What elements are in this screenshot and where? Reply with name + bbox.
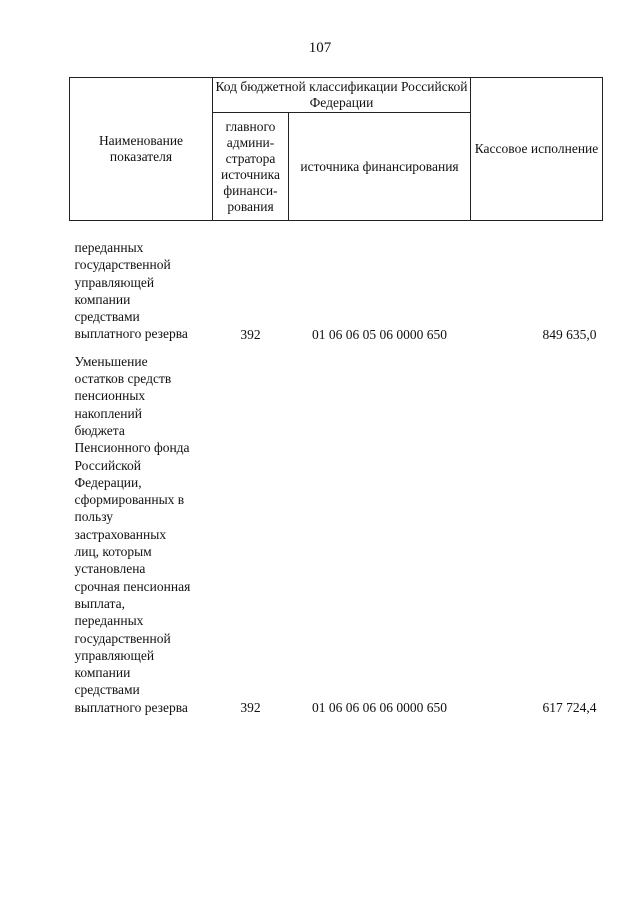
page-number: 107 (308, 40, 332, 56)
header-admin-line: рования (227, 198, 274, 214)
row-source-code: 01 06 06 05 06 0000 650 (312, 326, 447, 342)
header-admin-line: стратора (225, 150, 276, 166)
header-admin-line: источника (221, 166, 280, 182)
header-admin (213, 113, 289, 221)
header-execution: Кассовое исполнение (471, 78, 603, 221)
header-admin-line: главного (225, 118, 276, 134)
header-code-group: Код бюджетной классификации Российской Федерации (213, 78, 471, 113)
row-name: Уменьшение остатков средств пенсионных накоплений бюджета Пенсионного фонда Российской Федерации, сформированных в пользу застрахованных лиц, которым установлена срочная пенсионная выплата, переданных государственной управляющей компании средствами выплатного резерва (74, 353, 191, 715)
budget-table (69, 77, 603, 716)
row-amount: 849 635,0 (542, 326, 597, 342)
row-admin-code: 392 (240, 700, 261, 716)
row-admin-code: 392 (240, 326, 261, 342)
header-admin-line: админи- (226, 134, 275, 150)
table-row (70, 353, 603, 716)
header-admin-line: финанси- (223, 182, 278, 198)
header-source: источника финансирования (289, 113, 471, 221)
row-source-code: 01 06 06 06 06 0000 650 (312, 700, 447, 716)
row-name: переданных государственной управляющей компании средствами выплатного резерва (74, 240, 188, 342)
header-name: Наименование показателя (70, 78, 213, 221)
table-row (70, 239, 603, 343)
row-amount: 617 724,4 (542, 700, 597, 716)
